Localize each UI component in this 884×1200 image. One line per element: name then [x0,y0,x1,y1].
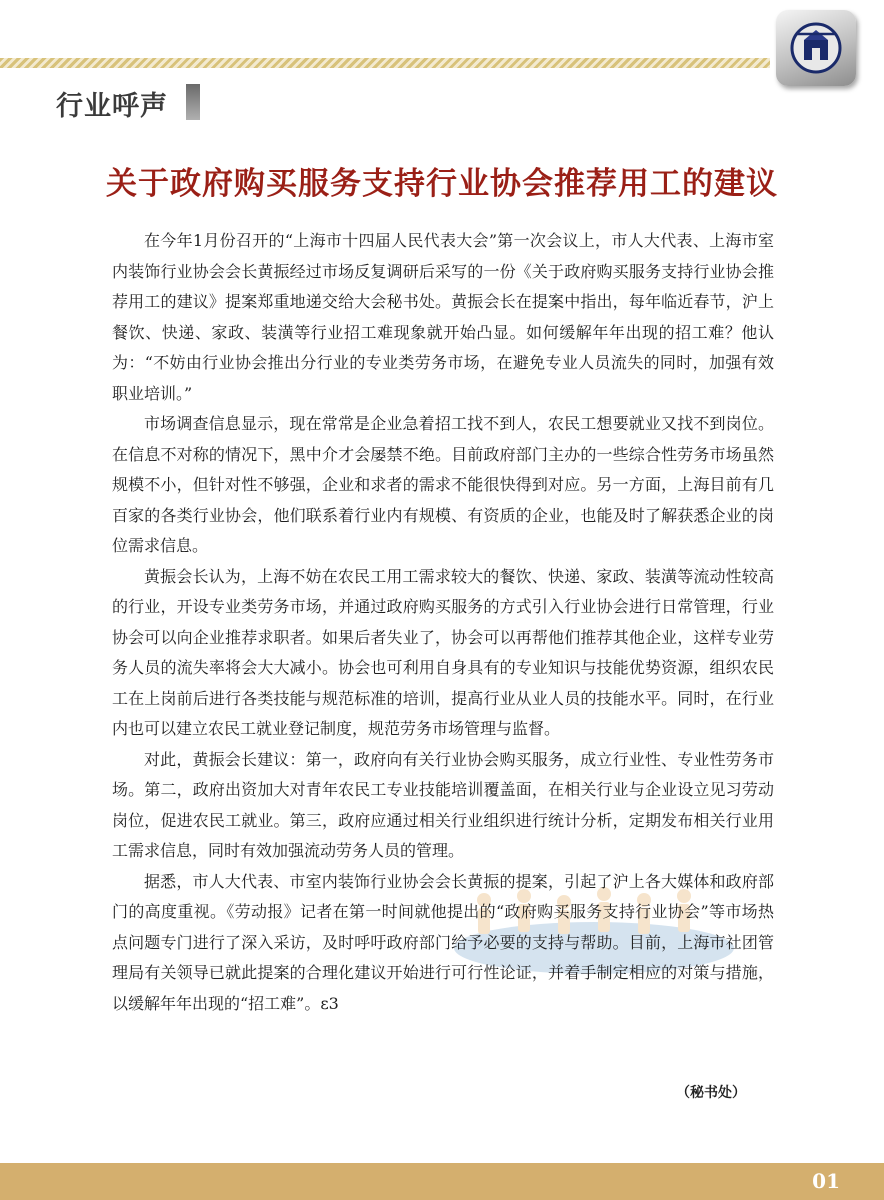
article-signature: （秘书处） [676,1085,746,1101]
page-number: 01 [812,1169,840,1193]
article-title: 关于政府购买服务支持行业协会推荐用工的建议 [106,166,778,202]
paragraph: 市场调查信息显示，现在常常是企业急着招工找不到人，农民工想要就业又找不到岗位。在信息不对称的情况下，黑中介才会屡禁不绝。目前政府部门主办的一些综合性劳务市场虽然规模不小，但针对性不够强，企业和求者的需求不能很快得到对应。另一方面，上海目前有几百家的各类行业协会，他们联系着行业内有规模、有资质的企业，也能及时了解获悉企业的岗位需求信息。 [112,414,774,555]
top-decorative-stripe [0,58,770,68]
article-body [112,226,774,1019]
association-logo-icon [776,10,856,86]
paragraph: 据悉，市人大代表、市室内装饰行业协会会长黄振的提案，引起了沪上各大媒体和政府部门的高度重视。《劳动报》记者在第一时间就他提出的“政府购买服务支持行业协会”等市场热点问题专门进行了深入采访，及时呼吁政府部门给予必要的支持与帮助。目前，上海市社团管理局有关领导已就此提案的合理化建议开始进行可行性论证，并着手制定相应的对策与措施，以缓解年年出现的“招工难”。ε3 [112,871,774,1013]
section-label: 行业呼声 [56,91,168,122]
paragraph: 对此，黄振会长建议：第一，政府向有关行业协会购买服务，成立行业性、专业性劳务市场。第二，政府出资加大对青年农民工专业技能培训覆盖面，在相关行业与企业设立见习劳动岗位，促进农民工就业。第三，政府应通过相关行业组织进行统计分析，定期发布相关行业用工需求信息，同时有效加强流动劳务人员的管理。 [112,749,774,860]
section-label-bar [186,84,200,120]
footer-stripe [0,1163,884,1200]
paragraph: 在今年1月份召开的“上海市十四届人民代表大会”第一次会议上，市人大代表、上海市室内装饰行业协会会长黄振经过市场反复调研后采写的一份《关于政府购买服务支持行业协会推荐用工的建议》提案郑重地递交给大会秘书处。黄振会长在提案中指出，每年临近春节，沪上餐饮、快递、家政、装潢等行业招工难现象就开始凸显。如何缓解年年出现的招工难？他认为：“不妨由行业协会推出分行业的专业类劳务市场，在避免专业人员流失的同时，加强有效职业培训。” [112,231,774,403]
paragraph: 黄振会长认为，上海不妨在农民工用工需求较大的餐饮、快递、家政、装潢等流动性较高的行业，开设专业类劳务市场，并通过政府购买服务的方式引入行业协会进行日常管理，行业协会可以向企业推荐求职者。如果后者失业了，协会可以再帮他们推荐其他企业，这样专业劳务人员的流失率将会大大减小。协会也可利用自身具有的专业知识与技能优势资源，组织农民工在上岗前后进行各类技能与规范标准的培训，提高行业从业人员的技能水平。同时，在行业内也可以建立农民工就业登记制度，规范劳务市场管理与监督。 [112,566,774,738]
